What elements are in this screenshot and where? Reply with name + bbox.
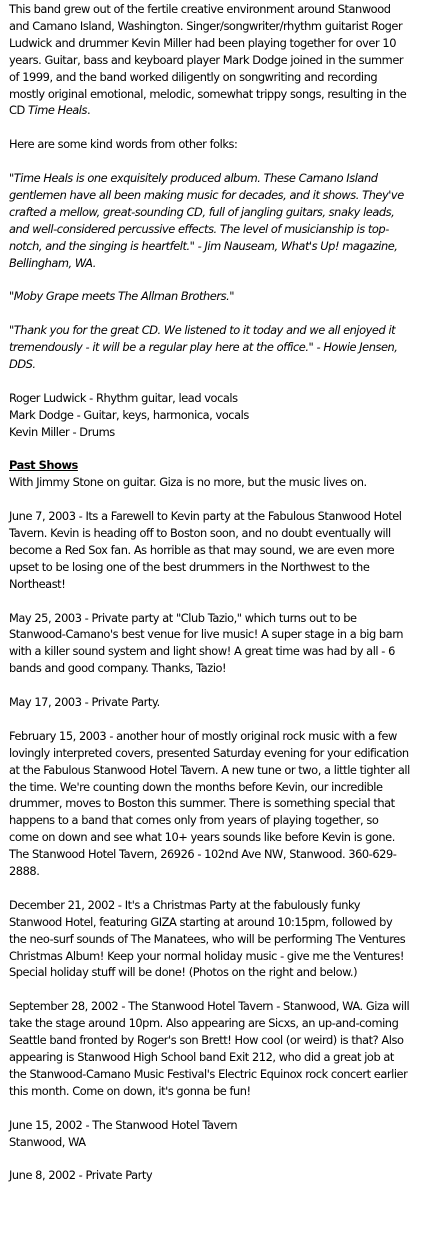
quote-text: "Moby Grape meets The Allman Brothers.": [9, 289, 235, 304]
show-text: September 28, 2002 - The Stanwood Hotel Tavern - Stanwood, WA. Giza will take the stage around 10pm. Also appearing are Sicxs, an up-and-coming Seattle band fronted by Roger's son Brett! How cool (or weird) is that? Also appearing is Stanwood High School band Exit 212, who did a great job at the Stanwood-Camano Music Festival's Electric Equinox rock concert earlier this month. Come on down, it's gonna be fun!: [9, 999, 410, 1098]
quote-howie-jensen: [9, 322, 411, 373]
band-members: [9, 390, 411, 441]
quote-moby-grape: [9, 288, 411, 305]
quote-text: "Time Heals is one exquisitely produced album. These Camano Island gentlemen have all been making music for decades, and it shows. They've crafted a mellow, great-sounding CD, full of jangling guitars, snaky leads, and well-considered percussive effects. The level of musicianship is top-notch, and the singing is heartfelt." - Jim Nauseam, What's Up! magazine, Bellingham, WA.: [9, 171, 404, 270]
show-entry: [9, 694, 411, 711]
show-text: June 15, 2002 - The Stanwood Hotel Tavern: [9, 1117, 238, 1132]
kind-words-intro: Here are some kind words from other folks:: [9, 137, 238, 152]
quote-whats-up: [9, 170, 411, 271]
show-entry: [9, 508, 411, 593]
show-entry: [9, 610, 411, 678]
show-location: Stanwood, WA: [9, 1134, 86, 1149]
show-text: June 8, 2002 - Private Party: [9, 1168, 153, 1183]
intro-text-end: .: [87, 103, 91, 118]
past-shows-heading: Past Shows: [9, 458, 78, 473]
show-text: May 25, 2003 - Private party at "Club Tazio," which turns out to be Stanwood-Camano's best venue for live music! A super stage in a big barn with a killer sound system and light show! A great time was had by all - 6 bands and good company. Thanks, Tazio!: [9, 610, 404, 676]
show-text: December 21, 2002 - It's a Christmas Party at the fabulously funky Stanwood Hotel, featuring GIZA starting at around 10:15pm, followed by the neo-surf sounds of The Manatees, who will be performing The Ventures Christmas Album! Keep your normal holiday music - give me the Ventures! Special holiday stuff will be done! (Photos on the right and below.): [9, 897, 406, 980]
past-shows-subheading: With Jimmy Stone on guitar. Giza is no more, but the music lives on.: [9, 475, 367, 490]
show-text: May 17, 2003 - Private Party.: [9, 695, 160, 710]
show-text: June 7, 2003 - Its a Farewell to Kevin party at the Fabulous Stanwood Hotel Tavern. Kevin is heading off to Boston soon, and no doubt eventually will become a Red Sox fan. As horrible as that may sound, we are even more upset to be losing one of the best drummers in the Northwest to the Northeast!: [9, 509, 402, 591]
show-entry: [9, 1117, 411, 1151]
member-line: Roger Ludwick - Rhythm guitar, lead vocals: [9, 390, 238, 405]
past-shows-section: [9, 457, 411, 491]
show-entry: [9, 897, 411, 982]
member-line: Mark Dodge - Guitar, keys, harmonica, vocals: [9, 407, 249, 422]
show-text: February 15, 2003 - another hour of mostly original rock music with a few lovingly interpreted covers, presented Saturday evening for your edification at the Fabulous Stanwood Hotel Tavern. A new tune or two, a little tighter all the time. We're counting down the months before Kevin, our incredible drummer, moves to Boston this summer. There is something special that happens to a band that comes only from years of playing together, so come on down and see what 10+ years sounds like before Kevin is gone. The Stanwood Hotel Tavern, 26926 - 102nd Ave NW, Stanwood. 360-629-2888.: [9, 728, 410, 879]
show-entry: [9, 1167, 411, 1184]
intro-text: This band grew out of the fertile creative environment around Stanwood and Camano Island, Washington. Singer/songwriter/rhythm guitarist Roger Ludwick and drummer Kevin Miller had been playing together for over 10 years. Guitar, bass and keyboard player Mark Dodge joined in the summer of 1999, and the band worked diligently on songwriting and recording mostly original emotional, melodic, somewhat trippy songs, resulting in the CD: [9, 2, 407, 118]
show-entry: [9, 998, 411, 1099]
album-title: Time Heals: [28, 103, 87, 118]
member-line: Kevin Miller - Drums: [9, 424, 115, 439]
quote-text: "Thank you for the great CD. We listened to it today and we all enjoyed it tremendously - it will be a regular play here at the office." - Howie Jensen, DDS.: [9, 323, 398, 371]
show-entry: [9, 728, 411, 880]
intro-paragraph: [9, 1, 411, 119]
